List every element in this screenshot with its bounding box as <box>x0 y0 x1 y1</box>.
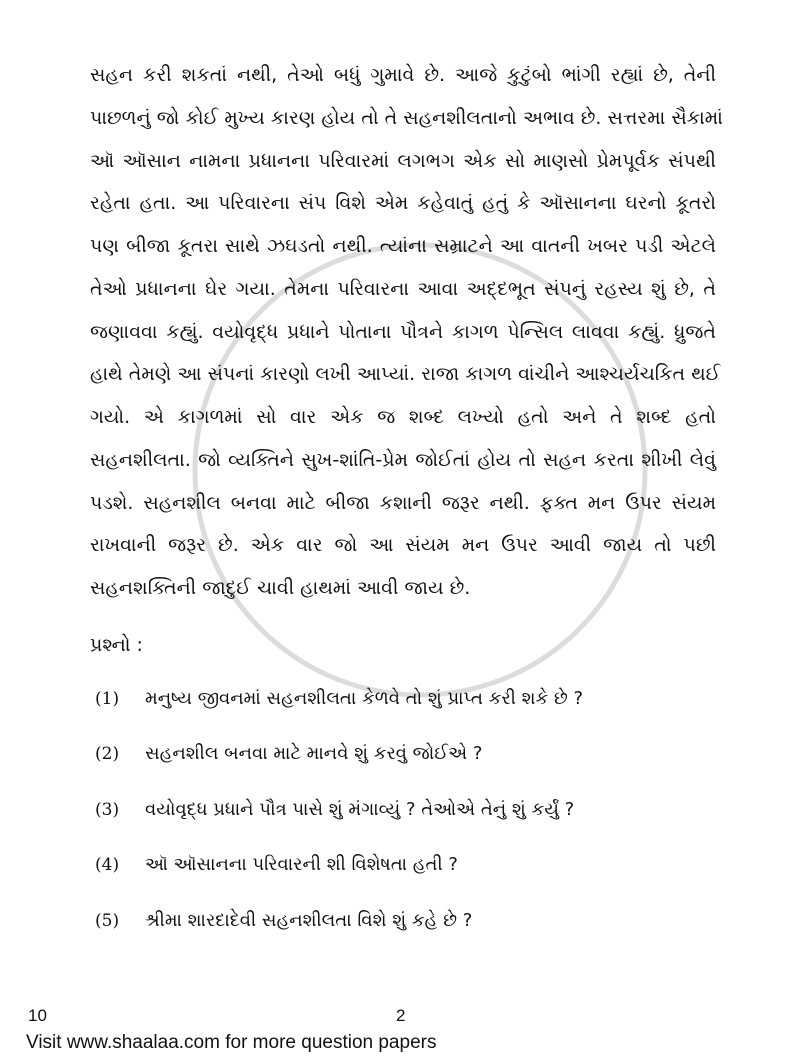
question-item <box>95 686 583 712</box>
question-text: શ્રીમા શારદાદેવી સહનશીલતા વિશે શું કહે છે ? <box>145 910 473 931</box>
passage-line: પાછળનું જો કોઈ મુખ્ય કારણ હોય તો તે સહનશીલતાનો અભાવ છે. સત્તરમા સૈકામાં <box>90 106 723 129</box>
passage-line: પણ બીજા કૂતરા સાથે ઝઘડતો નથી. ત્યાંના સમ્રાટને આ વાતની ખબર પડી એટલે <box>90 235 716 257</box>
paper-code: 10 <box>28 1006 47 1025</box>
passage-line: જણાવવા કહ્યું. વયોવૃદ્ધ પ્રધાને પોતાના પૌત્રને કાગળ પેન્સિલ લાવવા કહ્યું. ધ્રુજતે <box>90 320 716 343</box>
question-number: (2) <box>95 744 120 764</box>
question-number: (4) <box>95 855 120 875</box>
page-number: 2 <box>396 1006 406 1025</box>
passage-line: હાથે તેમણે આ સંપનાં કારણો લખી આપ્યાં. રાજા કાગળ વાંચીને આશ્ચર્યચકિત થઈ <box>90 363 721 386</box>
questions-heading: પ્રશ્નો : <box>90 634 143 656</box>
passage-line: સહનશીલતા. જો વ્યક્તિને સુખ-શાંતિ-પ્રેમ જોઈતાં હોય તો સહન કરતા શીખી લેવું <box>90 448 716 471</box>
question-item <box>95 741 482 767</box>
passage-line: તેઓ પ્રધાનના ઘેર ગયા. તેમના પરિવારના આવા અદ્દભૂત સંપનું રહસ્ય શું છે, તે <box>90 277 716 300</box>
question-number: (1) <box>95 689 120 709</box>
question-item <box>95 852 458 878</box>
passage-line: રાખવાની જરૂર છે. એક વાર જો આ સંયમ મન ઉપર આવી જાય તો પછી <box>90 534 716 557</box>
question-number: (3) <box>95 800 120 820</box>
passage <box>90 58 723 614</box>
passage-line: સહનશક્તિની જાદુઈ ચાવી હાથમાં આવી જાય છે. <box>90 577 471 599</box>
passage-line: પડશે. સહનશીલ બનવા માટે બીજા કશાની જરૂર નથી. ફક્ત મન ઉપર સંયમ <box>90 491 716 514</box>
visit-banner: Visit www.shaalaa.com for more question papers <box>26 1032 437 1053</box>
passage-line: ગયો. એ કાગળમાં સો વાર એક જ શબ્દ લખ્યો હતો અને તે શબ્દ હતો <box>90 406 716 428</box>
question-item <box>95 908 472 934</box>
passage-line: રહેતા હતા. આ પરિવારના સંપ વિશે એમ કહેવાતું હતું કે ઑસાનના ઘરનો કૂતરો <box>90 192 716 215</box>
passage-line: ઑ ઑસાન નામના પ્રધાનના પરિવારમાં લગભગ એક સો માણસો પ્રેમપૂર્વક સંપથી <box>90 149 716 172</box>
question-text: વયોવૃદ્ધ પ્રધાને પૌત્ર પાસે શું મંગાવ્યું ? તેઓએ તેનું શું કર્યું ? <box>145 799 575 820</box>
passage-line: સહન કરી શકતાં નથી, તેઓ બધું ગુમાવે છે. આજે કુટુંબો ભાંગી રહ્યાં છે, તેની <box>90 64 716 86</box>
question-text: સહનશીલ બનવા માટે માનવે શું કરવું જોઈએ ? <box>145 743 483 764</box>
question-number: (5) <box>95 911 120 931</box>
question-text: ઑ ઑસાનના પરિવારની શી વિશેષતા હતી ? <box>145 854 458 875</box>
question-item <box>95 797 574 823</box>
question-text: મનુષ્ય જીવનમાં સહનશીલતા કેળવે તો શું પ્રાપ્ત કરી શકે છે ? <box>145 688 584 709</box>
